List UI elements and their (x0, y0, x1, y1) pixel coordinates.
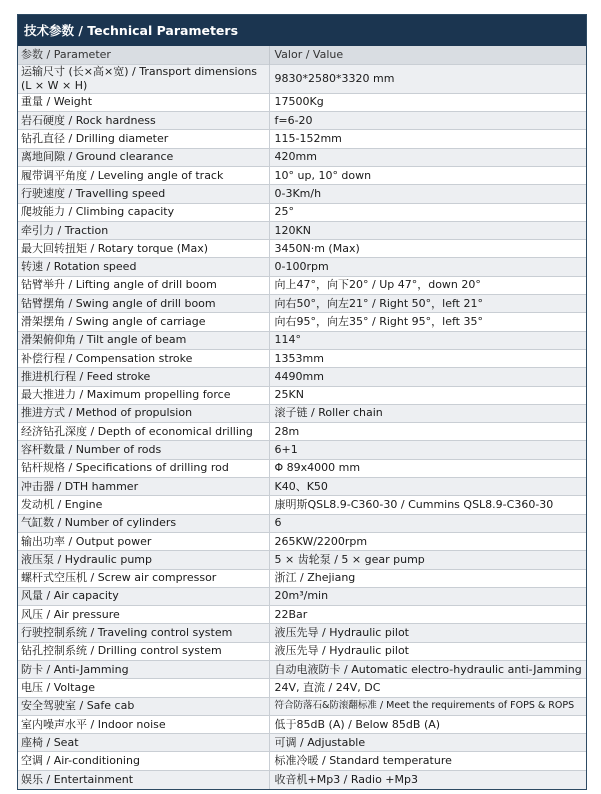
parameter-cell: 防卡 / Anti-Jamming (18, 661, 269, 679)
value-cell: 114° (269, 331, 586, 349)
value-cell: 向上47°，向下20° / Up 47°，down 20° (269, 276, 586, 294)
table-row (18, 496, 586, 514)
value-cell: 22Bar (269, 606, 586, 624)
table-row (18, 386, 586, 404)
table-row (18, 661, 586, 679)
value-cell: 向右95°，向左35° / Right 95°，left 35° (269, 313, 586, 331)
value-cell: 液压先导 / Hydraulic pilot (269, 624, 586, 642)
value-cell: 3450N·m (Max) (269, 240, 586, 258)
parameter-cell: 电压 / Voltage (18, 679, 269, 697)
table-row (18, 642, 586, 660)
parameter-cell: 螺杆式空压机 / Screw air compressor (18, 569, 269, 587)
parameter-cell: 转速 / Rotation speed (18, 258, 269, 276)
table-row (18, 459, 586, 477)
table-row (18, 569, 586, 587)
value-cell: 24V, 直流 / 24V, DC (269, 679, 586, 697)
value-cell: 6+1 (269, 441, 586, 459)
value-cell: 可调 / Adjustable (269, 734, 586, 752)
parameter-cell: 钻孔直径 / Drilling diameter (18, 130, 269, 148)
value-cell: K40、K50 (269, 478, 586, 496)
parameter-cell: 钻孔控制系统 / Drilling control system (18, 642, 269, 660)
value-cell: 康明斯QSL8.9-C360-30 / Cummins QSL8.9-C360-30 (269, 496, 586, 514)
table-body (18, 64, 586, 788)
header-parameter: 参数 / Parameter (18, 46, 269, 64)
value-cell: 265KW/2200rpm (269, 532, 586, 550)
spec-table (18, 46, 586, 789)
value-cell: 20m³/min (269, 587, 586, 605)
table-row (18, 368, 586, 386)
value-cell: 标准冷暖 / Standard temperature (269, 752, 586, 770)
table-row (18, 606, 586, 624)
table-row (18, 166, 586, 184)
table-row (18, 112, 586, 130)
table-row (18, 331, 586, 349)
table-row (18, 752, 586, 770)
parameter-cell: 钻杆规格 / Specifications of drilling rod (18, 459, 269, 477)
value-cell: Φ 89x4000 mm (269, 459, 586, 477)
table-row (18, 93, 586, 111)
parameter-cell: 风量 / Air capacity (18, 587, 269, 605)
table-row (18, 240, 586, 258)
table-row (18, 715, 586, 733)
table-row (18, 679, 586, 697)
table-row (18, 514, 586, 532)
table-row (18, 203, 586, 221)
value-cell: f=6-20 (269, 112, 586, 130)
parameter-cell: 滑架摆角 / Swing angle of carriage (18, 313, 269, 331)
parameter-cell: 液压泵 / Hydraulic pump (18, 551, 269, 569)
table-row (18, 276, 586, 294)
value-cell: 自动电液防卡 / Automatic electro-hydraulic anti-Jamming (269, 661, 586, 679)
value-cell: 25° (269, 203, 586, 221)
value-cell: 6 (269, 514, 586, 532)
parameter-cell: 补偿行程 / Compensation stroke (18, 349, 269, 367)
table-row (18, 478, 586, 496)
table-row (18, 770, 586, 788)
parameter-cell: 推进机行程 / Feed stroke (18, 368, 269, 386)
table-row (18, 423, 586, 441)
table-row (18, 551, 586, 569)
table-header-row (18, 46, 586, 64)
parameter-cell: 最大推进力 / Maximum propelling force (18, 386, 269, 404)
value-cell: 符合防落石&防滚翻标准 / Meet the requirements of FOPS & ROPS (269, 697, 586, 715)
parameter-cell: 室内噪声水平 / Indoor noise (18, 715, 269, 733)
header-value: Valor / Value (269, 46, 586, 64)
table-row (18, 587, 586, 605)
value-cell: 0-3Km/h (269, 185, 586, 203)
parameter-cell: 经济钻孔深度 / Depth of economical drilling (18, 423, 269, 441)
table-row (18, 349, 586, 367)
table-row (18, 624, 586, 642)
table-row (18, 734, 586, 752)
value-cell: 5 × 齿轮泵 / 5 × gear pump (269, 551, 586, 569)
value-cell: 低于85dB (A) / Below 85dB (A) (269, 715, 586, 733)
parameter-cell: 娱乐 / Entertainment (18, 770, 269, 788)
parameter-cell: 滑架俯仰角 / Tilt angle of beam (18, 331, 269, 349)
parameter-cell: 容杆数量 / Number of rods (18, 441, 269, 459)
parameter-cell: 重量 / Weight (18, 93, 269, 111)
parameter-cell: 安全驾驶室 / Safe cab (18, 697, 269, 715)
parameter-cell: 爬坡能力 / Climbing capacity (18, 203, 269, 221)
table-row (18, 185, 586, 203)
table-row (18, 130, 586, 148)
parameter-cell: 风压 / Air pressure (18, 606, 269, 624)
parameter-cell: 空调 / Air-conditioning (18, 752, 269, 770)
table-row (18, 404, 586, 422)
value-cell: 28m (269, 423, 586, 441)
table-title: 技术参数 / Technical Parameters (18, 15, 586, 46)
value-cell: 1353mm (269, 349, 586, 367)
technical-parameters-table (17, 14, 587, 790)
table-row (18, 313, 586, 331)
parameter-cell: 履带调平角度 / Leveling angle of track (18, 166, 269, 184)
value-cell: 4490mm (269, 368, 586, 386)
parameter-cell: 行驶控制系统 / Traveling control system (18, 624, 269, 642)
table-row (18, 148, 586, 166)
table-row (18, 64, 586, 93)
value-cell: 120KN (269, 221, 586, 239)
value-cell: 滚子链 / Roller chain (269, 404, 586, 422)
table-row (18, 258, 586, 276)
parameter-cell: 岩石硬度 / Rock hardness (18, 112, 269, 130)
value-cell: 420mm (269, 148, 586, 166)
parameter-cell: 发动机 / Engine (18, 496, 269, 514)
parameter-cell: 最大回转扭矩 / Rotary torque (Max) (18, 240, 269, 258)
table-row (18, 221, 586, 239)
table-row (18, 697, 586, 715)
value-cell: 25KN (269, 386, 586, 404)
parameter-cell: 钻臂摆角 / Swing angle of drill boom (18, 295, 269, 313)
parameter-cell: 冲击器 / DTH hammer (18, 478, 269, 496)
table-row (18, 532, 586, 550)
value-cell: 收音机+Mp3 / Radio +Mp3 (269, 770, 586, 788)
parameter-cell: 输出功率 / Output power (18, 532, 269, 550)
parameter-cell: 钻臂举升 / Lifting angle of drill boom (18, 276, 269, 294)
value-cell: 17500Kg (269, 93, 586, 111)
table-row (18, 441, 586, 459)
table-row (18, 295, 586, 313)
parameter-cell: 行驶速度 / Travelling speed (18, 185, 269, 203)
value-cell: 浙江 / Zhejiang (269, 569, 586, 587)
parameter-cell: 座椅 / Seat (18, 734, 269, 752)
parameter-cell: 牵引力 / Traction (18, 221, 269, 239)
value-cell: 液压先导 / Hydraulic pilot (269, 642, 586, 660)
parameter-cell: 离地间隙 / Ground clearance (18, 148, 269, 166)
value-cell: 向右50°，向左21° / Right 50°，left 21° (269, 295, 586, 313)
parameter-cell: 气缸数 / Number of cylinders (18, 514, 269, 532)
parameter-cell: 推进方式 / Method of propulsion (18, 404, 269, 422)
value-cell: 115-152mm (269, 130, 586, 148)
parameter-cell: 运输尺寸 (长×高×宽) / Transport dimensions (L × W × H) (18, 64, 269, 93)
value-cell: 9830*2580*3320 mm (269, 64, 586, 93)
value-cell: 10° up, 10° down (269, 166, 586, 184)
value-cell: 0-100rpm (269, 258, 586, 276)
